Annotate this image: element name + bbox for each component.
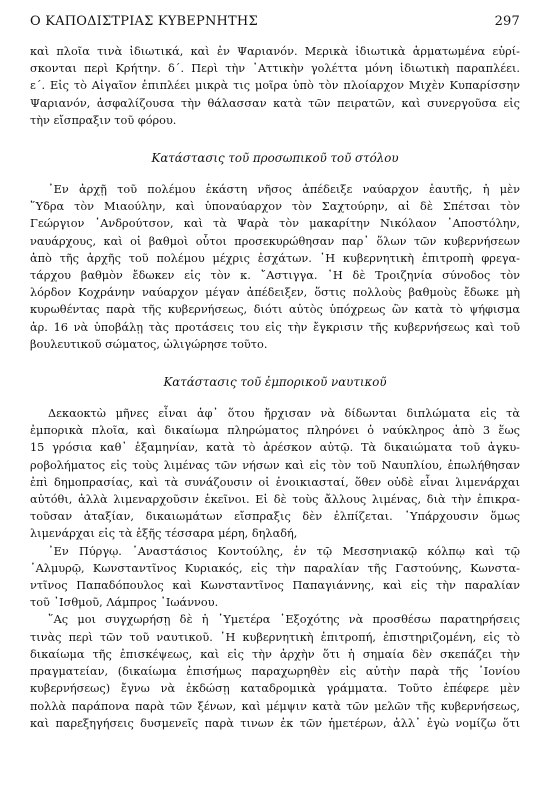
text-line: ἀπὸ τῆς ἀρχῆς τοῦ πολέμου μέχρις ἐσχάτων. ῾Η κυβερνητικὴ ἐπιτροπὴ φρεγα-: [30, 251, 520, 265]
running-header: [30, 14, 520, 29]
running-title: Ο ΚΑΠΟΔΙΣΤΡΙΑΣ ΚΥΒΕΡΝΗΤΗΣ: [30, 14, 258, 29]
text-line: ᾿Αλμυρῷ, Κωνσταντῖνος Κυριακός, εἰς τὴν παραλίαν τῆς Γαστούνης, Κωνστα-: [30, 561, 520, 575]
text-line: κυρωθέντας παρὰ τῆς κυβερνήσεως, διότι αὐτὸς ὑπόχρεως ὢν κατὰ τὸ ψήφισμα: [30, 303, 520, 317]
text-line: ἀρ. 16 νὰ ὑποβάλῃ τὰς προτάσεις του εἰς τὴν ἔγκρισιν τῆς κυβερνήσεως καὶ τοῦ: [30, 320, 520, 334]
text-line: Γεώργιον ᾿Ανδρούτσον, καὶ τὰ Ψαρὰ τὸν μακαρίτην Νικόλαον ᾿Αποστόλην,: [30, 217, 520, 231]
text-line: σκονται περὶ Κρήτην. δ΄. Περὶ τὴν ᾿Αττικὴν γολέττα μόνη ἰδιωτικὴ παραπλέει.: [30, 62, 520, 76]
text-line: λόρδον Κοχράνην ναύαρχον μέγαν ἀπέδειξεν, ὅστις πολλοὺς βαθμοὺς ἔδωκε μὴ: [30, 286, 520, 300]
text-line: ᾿Εν Πύργῳ. ᾿Αναστάσιος Κοντούλης, ἐν τῷ Μεσσηνιακῷ κόλπῳ καὶ τῷ: [48, 544, 520, 558]
text-line: ροβολήματος εἰς τοὺς λιμένας τῶν νήσων καὶ εἰς τὸν τοῦ Ναυπλίου, ἐπωλήθησαν: [30, 458, 520, 472]
text-line: δικαίωμα τῆς ἐπισκέψεως, καὶ εἰς τὴν ἀρχὴν ὅτι ἡ σημαία δὲν σκεπάζει τὴν: [30, 647, 520, 661]
text-line: ῞Ας μοι συγχωρήσῃ δὲ ἡ ῾Υμετέρα ᾿Εξοχότης νὰ προσθέσω παρατηρήσεις: [48, 613, 520, 627]
text-line: καὶ παρεξηγήσεις δυσμενεῖς παρὰ τινων ἐκ τῶν ἡμετέρων, ἀλλ᾿ ἐγὼ νομίζω ὅτι: [30, 716, 520, 730]
section-heading-merchant-marine: Κατάστασις τοῦ ἐμπορικοῦ ναυτικοῦ: [163, 375, 387, 390]
text-line: τὴν εἴσπραξιν τοῦ φόρου.: [30, 113, 177, 127]
text-line: ἐπὶ δημοπρασίας, καὶ τὰ συνάζουσιν οἱ ἐνοικιασταί, ὅθεν οὐδὲ εἶναι λιμενάρχαι: [30, 475, 520, 489]
text-line: αὐτόθι, ἀλλὰ λιμεναρχοῦσιν ἐκεῖνοι. Εἰ δὲ τοὺς ἄλλους λιμένας, διὰ τὴν ἐπικρα-: [30, 493, 520, 507]
text-line: Δεκαοκτὼ μῆνες εἶναι ἀφ᾿ ὅτου ἤρχισαν νὰ δίδωνται διπλώματα εἰς τὰ: [48, 407, 520, 421]
intro-paragraph: [30, 43, 520, 129]
fleet-personnel-paragraph: [30, 181, 520, 353]
page-number: 297: [494, 14, 520, 29]
text-line: λιμενάρχαι εἰς τὰ ἑξῆς τέσσαρα μέρη, δηλαδή,: [30, 527, 298, 541]
text-line: τινὰς περὶ τῶν τοῦ ναυτικοῦ. ῾Η κυβερνητικὴ ἐπιτροπή, ἐπιστηριζομένη, εἰς τὸ: [30, 630, 520, 644]
text-line: βουλευτικοῦ σώματος, ὠλιγώρησε τοῦτο.: [30, 337, 268, 351]
text-line: ναυάρχους, καὶ οἱ βαθμοὶ οὗτοι προσεκυρώθησαν παρ᾿ ὅλων τῶν κυβερνήσεων: [30, 234, 520, 248]
text-line: ε΄. Εἰς τὸ Αἰγαῖον ἐπιπλέει μικρὰ τις μοῖρα ὑπὸ τὸν πλοίαρχον Μιχὲν Κυπαρίσσην: [30, 79, 520, 93]
text-line: Ψαριανόν, ἀσφαλίζουσα τὴν θάλασσαν κατὰ τῶν πειρατῶν, καὶ συνεργοῦσα εἰς: [30, 96, 520, 110]
text-line: ἐμπορικὰ πλοῖα, καὶ δικαίωμα πληρώματος πληρόνει ὁ ναύκληρος ἀπὸ 3 ἕως: [30, 424, 520, 438]
text-line: κυβερνήσεως) ἔγνω νὰ ἐκδώσῃ καταδρομικὰ γράμματα. Τοῦτο ἐπέφερε μὲν: [30, 682, 520, 696]
text-line: τοῦ ᾿Ισθμοῦ, Λάμπρος ᾿Ιωάννου.: [30, 596, 219, 610]
text-line: 15 γρόσια καθ᾿ ἑξαμηνίαν, κατὰ τὸ ἀρέσκον αὐτῷ. Τὰ δικαιώματα τοῦ ἀγκυ-: [30, 441, 520, 455]
text-line: τοῦσαν ἀταξίαν, δικαιωμάτων εἴσπραξις δὲν ἐλπίζεται. ῾Υπάρχουσιν ὅμως: [30, 510, 520, 524]
text-line: ᾿Εν ἀρχῇ τοῦ πολέμου ἑκάστη νῆσος ἀπέδειξε ναύαρχον ἑαυτῆς, ἡ μὲν: [48, 183, 520, 197]
text-line: ῞Υδρα τὸν Μιαούλην, καὶ ὑποναύαρχον τὸν Σαχτούρην, αἱ δὲ Σπέτσαι τὸν: [30, 200, 520, 214]
text-line: καὶ πλοῖα τινὰ ἰδιωτικά, καὶ ἐν Ψαριανόν. Μερικὰ ἰδιωτικὰ ἁρματωμένα εὑρί-: [30, 45, 520, 58]
text-line: τάρχου βαθμὸν ἔδωκεν εἰς τὸν κ. ῎Αστιγγα. ῾Η δὲ Τροιζηνία σύνοδος τὸν: [30, 269, 520, 283]
text-line: πολλὰ παράπονα παρὰ τῶν ξένων, καὶ μέμψιν κατὰ τῶν μελῶν τῆς κυβερνήσεως,: [30, 699, 520, 713]
text-line: ντῖνος Παπαδόπουλος καὶ Κωνσταντῖνος Παπαγιάννης, καὶ εἰς τὴν παραλίαν: [30, 579, 520, 593]
merchant-marine-paragraph: [30, 405, 520, 732]
section-heading-fleet-personnel: Κατάστασις τοῦ προσωπικοῦ τοῦ στόλου: [151, 151, 399, 166]
text-line: πραγματείαν, (δικαίωμα ἐπισήμως παραχωρηθὲν εἰς αὐτὴν παρὰ τῆς ᾿Ιονίου: [30, 665, 520, 679]
